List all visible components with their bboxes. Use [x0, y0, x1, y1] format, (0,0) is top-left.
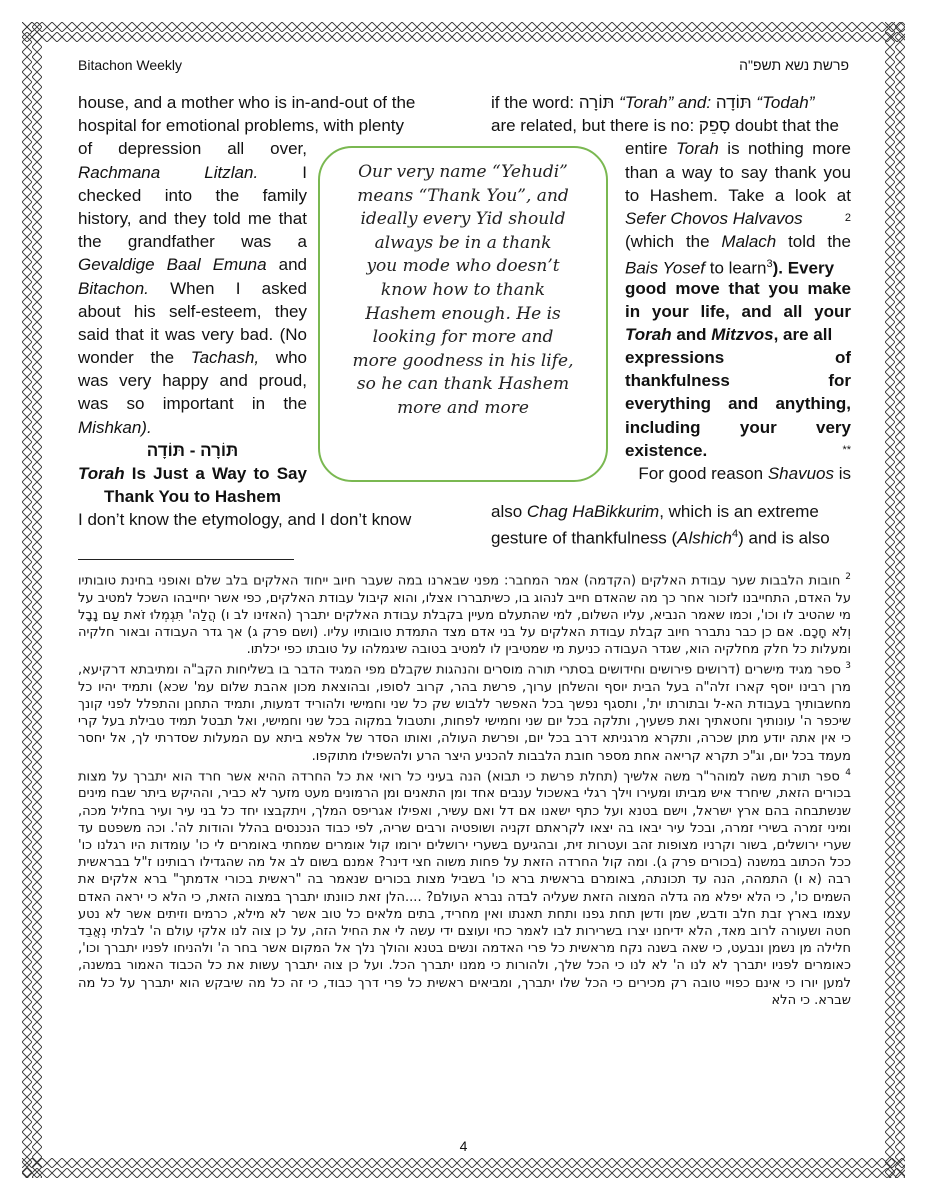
text-line: For good reason Shavuos is — [638, 464, 851, 484]
text-line: wonder the Tachash, who — [78, 348, 307, 368]
text-line: than a way to say thank you — [625, 162, 851, 182]
border-right — [885, 22, 905, 1178]
text-line: Torah and Mitzvos, are all — [625, 324, 833, 344]
text-line: Mishkan). — [78, 417, 152, 437]
pull-quote-line: looking for more and — [372, 327, 554, 348]
text-line: I don’t know the etymology, and I don’t know — [78, 510, 412, 530]
border-left — [22, 22, 42, 1178]
text-line: also Chag HaBikkurim, which is an extreme — [491, 502, 819, 522]
text-line: good move that you make — [625, 278, 851, 298]
text-line: Rachmana Litzlan. I — [78, 162, 307, 182]
text-line: if the word: תּוֹרָה “Torah” and: תּוֹדָה “Todah” — [491, 93, 815, 112]
pull-quote-line: more goodness in his life, — [352, 350, 574, 371]
text-line: gesture of thankfulness (Alshich$^4$) and is also — [491, 528, 830, 547]
text-line: of depression all over, — [78, 139, 307, 159]
right-column — [491, 91, 851, 137]
text-line: about his self-esteem, they — [78, 301, 307, 321]
footnote-separator — [78, 559, 294, 560]
right-column-bottom — [491, 500, 851, 546]
pull-quote-line: Hashem enough. He is — [365, 303, 561, 324]
header-parsha: פרשת נשא תשפ"ה — [739, 57, 849, 73]
pull-quote-line: you mode who doesn’t — [366, 256, 560, 277]
text-line: house, and a mother who is in-and-out of the — [78, 93, 416, 112]
pull-quote — [318, 146, 608, 482]
border-bottom — [22, 1158, 905, 1178]
text-line: everything and anything, — [625, 394, 851, 414]
text-line: to Hashem. Take a look at — [625, 185, 851, 205]
pull-quote-line: Our very name “Yehudi” — [358, 162, 568, 182]
text-line: Gevaldige Baal Emuna and — [78, 255, 307, 275]
text-line: said that it was very bad. (No — [78, 324, 307, 344]
pull-quote-line: ideally every Yid should — [360, 209, 566, 230]
text-line: in your life, and all your — [625, 301, 851, 321]
text-line: hospital for emotional problems, with plenty — [78, 116, 404, 136]
text-line: history, and they told me that — [78, 208, 307, 228]
text-line: checked into the family — [78, 185, 307, 205]
pull-quote-line: always be in a thank — [374, 232, 552, 253]
right-column-wrap — [625, 137, 851, 485]
text-line: are related, but there is no: סָפֵק doubt that the — [491, 116, 839, 136]
text-line: Sefer Chovos Halvavos 2 — [625, 208, 851, 228]
text-line: Bitachon. When I asked — [78, 278, 307, 298]
text-line: was very happy and proud, — [78, 371, 307, 391]
text-line: existence. ** — [625, 440, 851, 460]
footnote: $^4$ ספר תורת משה למוהר"ר משה אלשיך (תחלת פרשת כי תבוא) הנה בעיני כל רואי את כל החרדה ההיא אשר חרד הוא יתברך על מצות בכורים הזאת, שיחרד איש מביתו ומעירו וילך רגלי באשכול ענבים אחד ומן התאנים ומן הרמונים מעט מזער לא כביר, וההיקש ביתר שבח מינים שנשתבחה בהם ארץ ישראל, וישם בטנא ועל כתף ישאנו אם דל ואם עשיר, ואפילו אגריפס המלך, ויתקבצו יחד כל בני עיר ועיר בחליל מכה, ומיני זמרה בשירי זמרה, ובכל עיר יבאו בה יצאו לקראתם זקניה ושופטיה ורבים שריה, לפי כבוד הנכנסים בהלל והודות לה'. וכה משפטם עד שערי ירושלים, בשור וקרניו מצופות זהב ועטרות זית, ובהגיעם בשערי ירושלים ירומו קול אומרים שמחתי באומרים לי כו' עומדות היו רגלנו כו' ככל הכתוב במשנה (בכורים פרק ג). ומה קול החרדה הזאת על פחות משוה חצי דינר? אמנם בשום לב אל מה שהגדילו רבותינו ז"ל בבראשית רבה (א ו) התמהה, הנה עד תכונתה, באומרם בראשית ברא כו' בשביל מצות בכורים שנאמר בה "ראשית בכורי אדמתך" ברא אלקים את השמים כו', כי הלא יפלא מה גדלה המצוה הזאת שעליה לבדה נברא העולם? ....הלן זאת כוונתו יתברך במצוה הזאת, כי הלא כי יראה האדם עצמו בארץ זבת חלב ודבש, שמן ודשן תחת גפנו ותחת תאנתו ואין מחריד, בתים מלאים כל טוב אשר לא מילא, כרמים וזיתים אשר לא נטע חטה ושעורה לרוב מאד, הלא ידיחנו יצרו בשרירות לבו לאמר כחי ועוצם ידי עשה לי את החיל הזה, על כן צוה לנו אלקי עולם ה' לבלתי נְאֲבֵד חלילה מן נשמן ונבעט, כי שאה בשנה נקח מראשית כל פרי האדמה ונשים בטנא והולך נלך אל המקום אשר בחר ה' ולהניחו לפניו יתברך וכו', כאומרים לפניו יתברך לא לנו ה' לא לנו כי הכל שלך, ולהורות כי ממנו יתברך הכל. ועל כן צוה יתברך עשות את כל הכבוד האמור במשנה, למען יורו כי אינם כפויי טובה רק מכירים כי הכל שלו יתברך, ומביאים ראשית כל פרי דרך כבוד, כי זה כל מה שיבקש הוא יתברך על כל מה שברא. כי הלא — [78, 767, 851, 1008]
pull-quote-line: so he can thank Hashem — [356, 374, 570, 395]
text-line: Bais Yosef to learn$^3$). Every — [625, 258, 835, 277]
text-line: thankfulness for — [625, 371, 851, 391]
footnotes — [78, 569, 851, 1129]
text-line: expressions of — [625, 348, 851, 368]
footnote: $^2$ חובות הלבבות שער עבודת האלקים (הקדמה) אמר המחבר: מפני שבארנו במה שעבר חיוב ייחוד האלקים בלב שלם ואופני בחינת טובותיו על האדם, התחייבנו לזכור אחר כך מה שהאדם חייב לנהוג בו, כשיתבררו אצלו, והוא קיבול עבודת האלקים, כפי אשר יחייבהו השכל למטיב על מי שהטיב לו וכו', וכמו שאמר הנביא, עליו השלום, למי שהתעלם מעיין בקבלת עבודת האלקים יתברך (האזינו לב ו) הֲלַה' תִּגְמְלוּ זֹאת עַם נָבָל וְלֹא חָכָם. אם כן כבר נתברר חיוב קבלת עבודת האלקים על בני אדם מצד התמדת טובותיו עליו. (ושם פרק ג) אך גדר העבודה ובאור חלקיה ומעלות כל חלק מחלקיה הוא, שגדר העבודה כניעת מי שמטיבין לו למטיב בטובה שיגמלהו על טובתו כפי יכלתו. — [78, 572, 851, 658]
text-line: (which the Malach told the — [625, 232, 851, 252]
header-publication-title: Bitachon Weekly — [78, 57, 183, 73]
pull-quote-line: means “Thank You”, and — [357, 185, 569, 206]
text-line: entire Torah is nothing more — [625, 139, 851, 159]
pull-quote-line: know how to thank — [380, 279, 546, 300]
text-line: including your very — [625, 417, 851, 437]
section-heading: Torah Is Just a Way to Say — [78, 464, 307, 483]
footnote: $^3$ ספר מגיד מישרים (דרושים פירושים וחידושים בסתרי תורה מוסרים והנהגות שקבלם מפי המגיד הדבר בו בשליחות הקב"ה ומתיבתא דרקיעא, מרן רבינו יוסף קארו זלה"ה בעל הבית יוסף והשלחן ערוך, פרשת בהר, קרוב לסופו, ובהוצאת מכון אהבת שלום עמ' שכא) ותמיד יהיו כל מחשבותיך בעבודת הא-ל ובתורתו ית', ותסגף נפשך בכל האפשר ללבוש שק כל שני וחמישי ולהוריד דמעות, ותמיד התחנן והתפלל לפני קונך שיכפר ה' עונותיך וחטאתיך ואת פשעיך, ותלקה בכל יום שני וחמישי לפחות, ותטבול במקוה בכל שני וחמישי, ואל תבטל תמיד טבילת בעל קרי כי אין אתה יודע מתן שכרה, ותקרא מרגניתא דרב בכל יום, ופרשת העולה, ואותו הסדר של אלפא ביתא עם המעלות שסדרתי לך, אל יחסר מעמד בכל יום, וג"כ תקרא קריאה אחת מספר חובת הלבבות להכניע היצר הרע ולהשפילו מתוקפו. — [78, 661, 851, 764]
pull-quote-line: more and more — [397, 397, 529, 418]
text-line: was so important in the — [78, 394, 307, 414]
section-heading-hebrew: תּוֹרָה - תּוֹדָה — [146, 440, 239, 460]
section-heading: Thank You to Hashem — [104, 487, 281, 507]
page-number: 4 — [459, 1138, 468, 1154]
border-top — [22, 22, 905, 42]
text-line: the grandfather was a — [78, 232, 307, 252]
